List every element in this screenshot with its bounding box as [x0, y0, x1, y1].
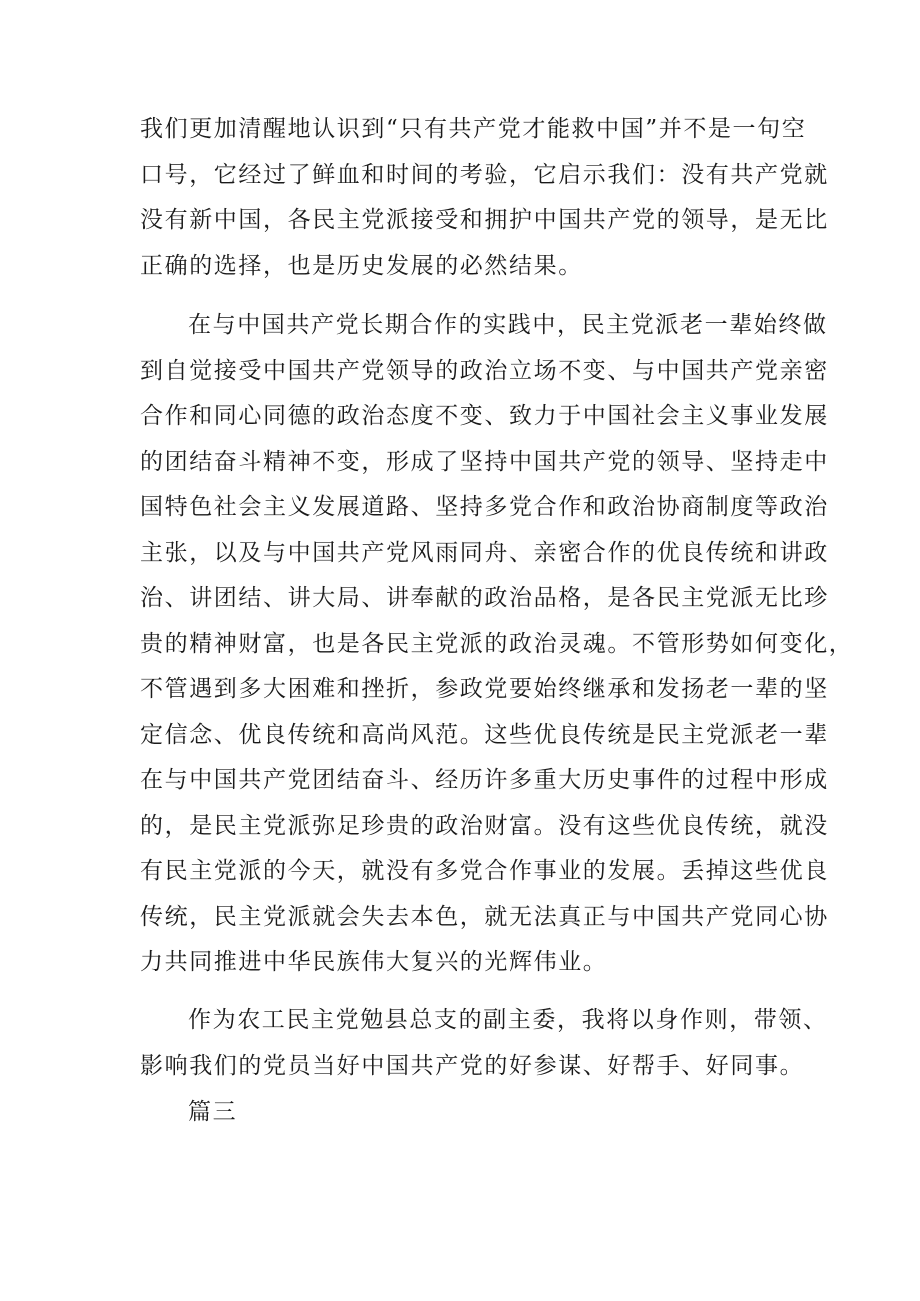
text-line: 主张，以及与中国共产党风雨同舟、亲密合作的优良传统和讲政: [140, 539, 829, 566]
text-line: 口号，它经过了鲜血和时间的考验，它启示我们：没有共产党就: [140, 161, 829, 188]
text-line: 影响我们的党员当好中国共产党的好参谋、好帮手、好同事。: [140, 1052, 805, 1079]
text-line: 治、讲团结、讲大局、讲奉献的政治品格，是各民主党派无比珍: [140, 585, 829, 611]
text-line: 的团结奋斗精神不变，形成了坚持中国共产党的领导、坚持走中: [140, 448, 829, 475]
text-line: 贵的精神财富，也是各民主党派的政治灵魂。不管形势如何变化，: [140, 630, 854, 657]
text-line: 在与中国共产党长期合作的实践中，民主党派老一辈始终做: [188, 312, 828, 338]
text-line: 定信念、优良传统和高尚风范。这些优良传统是民主党派老一辈: [140, 721, 829, 748]
text-line: 在与中国共产党团结奋斗、经历许多重大历史事件的过程中形成: [140, 767, 829, 793]
text-line: 有民主党派的今天，就没有多党合作事业的发展。丢掉这些优良: [140, 858, 829, 884]
text-line: 国特色社会主义发展道路、坚持多党合作和政治协商制度等政治: [140, 494, 829, 520]
text-line: 正确的选择，也是历史发展的必然结果。: [140, 252, 583, 279]
text-line: 作为农工民主党勉县总支的副主委，我将以身作则，带领、: [188, 1007, 828, 1033]
text-line: 到自觉接受中国共产党领导的政治立场不变、与中国共产党亲密: [140, 357, 829, 384]
text-line: 没有新中国，各民主党派接受和拥护中国共产党的领导，是无比: [140, 207, 829, 233]
text-line: 力共同推进中华民族伟大复兴的光辉伟业。: [140, 949, 608, 975]
text-line: 合作和同心同德的政治态度不变、致力于中国社会主义事业发展: [140, 403, 829, 429]
text-line: 不管遇到多大困难和挫折，参政党要始终继承和发扬老一辈的坚: [140, 676, 829, 702]
text-line: 的，是民主党派弥足珍贵的政治财富。没有这些优良传统，就没: [140, 812, 829, 839]
text-line: 我们更加清醒地认识到“只有共产党才能救中国”并不是一句空: [140, 116, 807, 142]
section-heading: 篇三: [188, 1099, 238, 1125]
text-line: 传统，民主党派就会失去本色，就无法真正与中国共产党同心协: [140, 903, 829, 930]
